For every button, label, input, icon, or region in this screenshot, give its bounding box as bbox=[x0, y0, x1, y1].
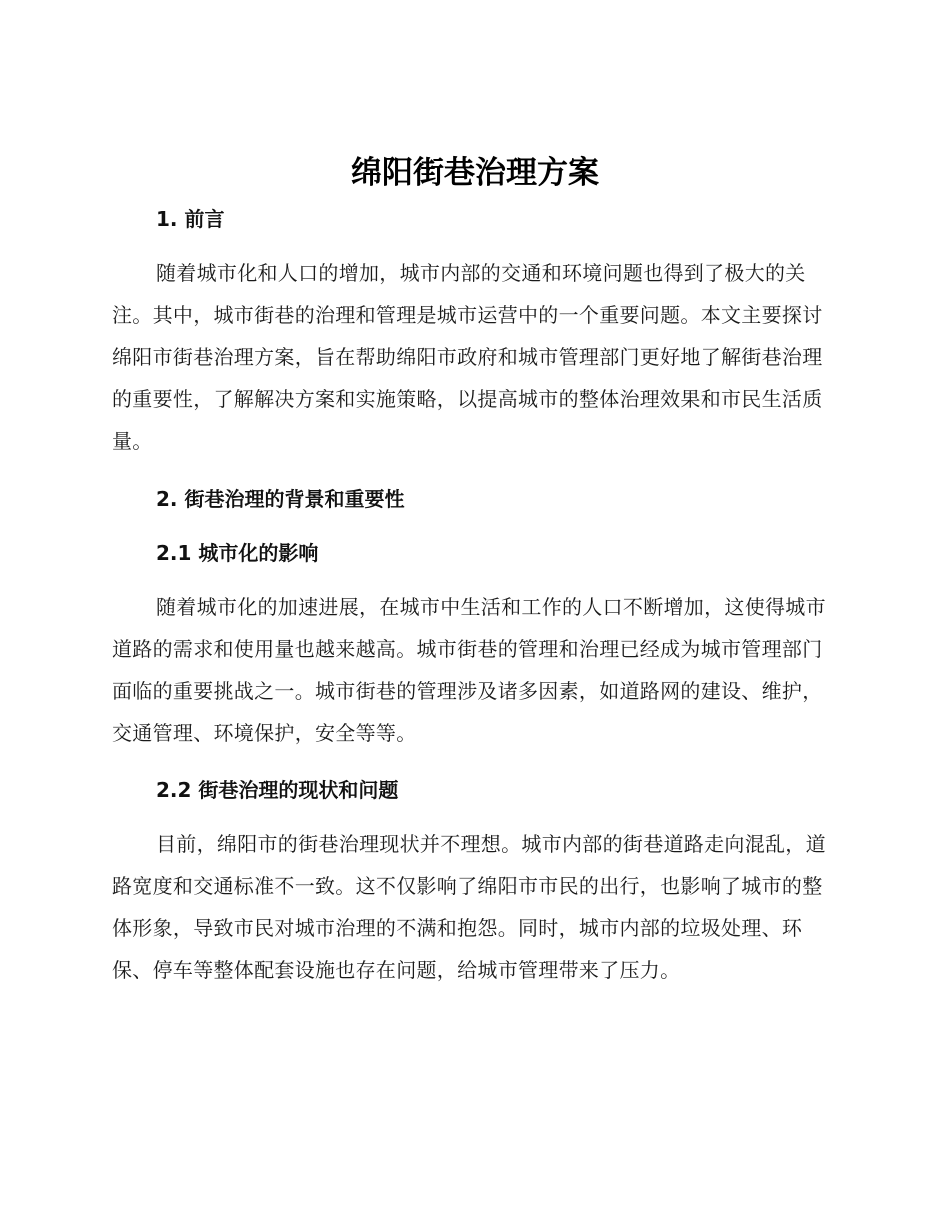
document-title: 绵阳街巷治理方案 bbox=[351, 155, 599, 191]
section-heading-urbanization: 2.1 城市化的影响 bbox=[156, 541, 319, 565]
section-paragraph-urbanization: 随着城市化的加速进展，在城市中生活和工作的人口不断增加，这使得城市道路的需求和使用量也越来越高。城市街巷的管理和治理已经成为城市管理部门面临的重要挑战之一。城市街巷的管理涉及诸多因素，如道路网的建设、维护，交通管理、环境保护，安全等等。 bbox=[112, 595, 826, 745]
section-paragraph-preface: 随着城市化和人口的增加，城市内部的交通和环境问题也得到了极大的关注。其中，城市街巷的治理和管理是城市运营中的一个重要问题。本文主要探讨绵阳市街巷治理方案，旨在帮助绵阳市政府和城市管理部门更好地了解街巷治理的重要性，了解解决方案和实施策略，以提高城市的整体治理效果和市民生活质量。 bbox=[112, 261, 823, 453]
section-paragraph-status: 目前，绵阳市的街巷治理现状并不理想。城市内部的街巷道路走向混乱，道路宽度和交通标准不一致。这不仅影响了绵阳市市民的出行，也影响了城市的整体形象，导致市民对城市治理的不满和抱怨。同时，城市内部的垃圾处理、环保、停车等整体配套设施也存在问题，给城市管理带来了压力。 bbox=[112, 832, 826, 982]
section-heading-status: 2.2 街巷治理的现状和问题 bbox=[156, 778, 399, 802]
section-heading-background: 2. 街巷治理的背景和重要性 bbox=[156, 487, 405, 511]
section-heading-preface: 1. 前言 bbox=[156, 207, 225, 231]
